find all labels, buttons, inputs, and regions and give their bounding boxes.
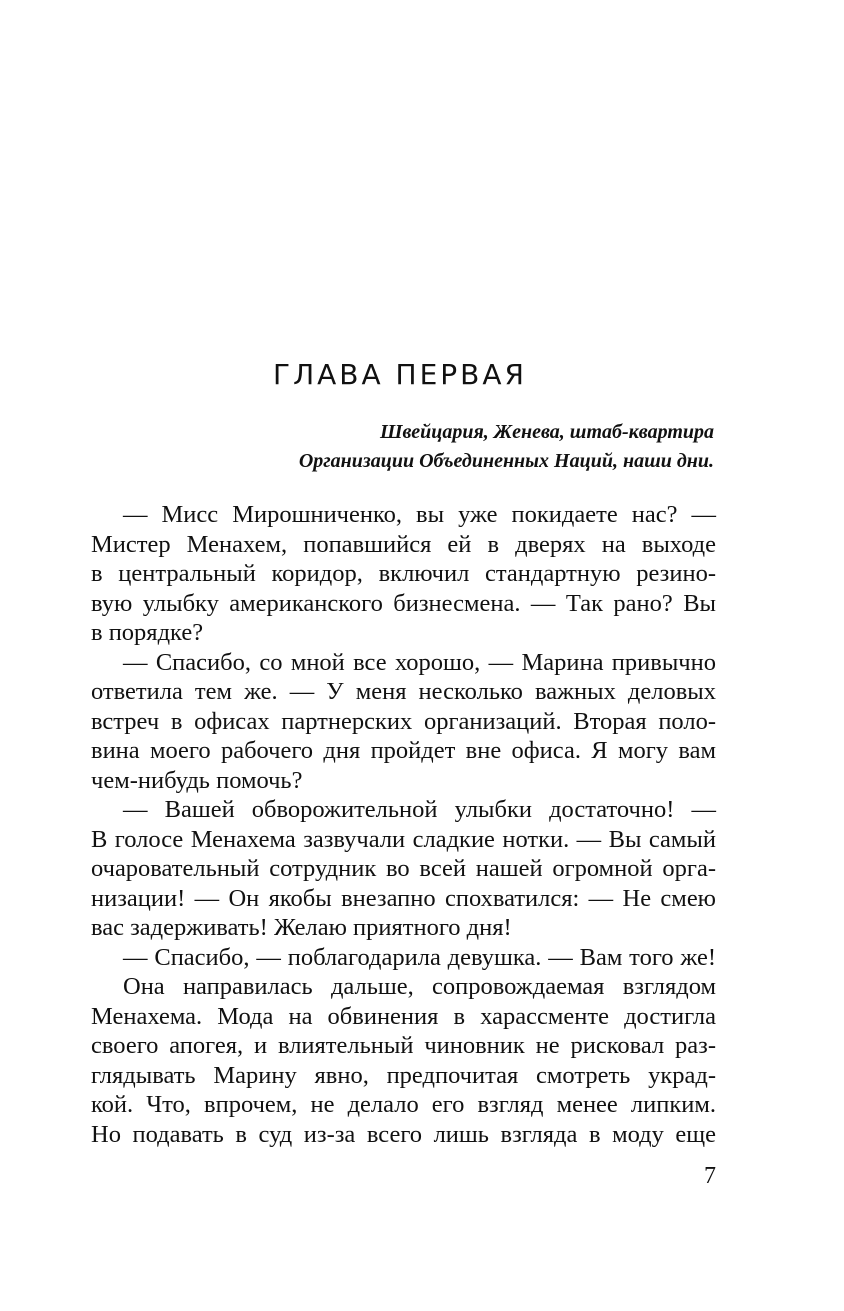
text-line: кой. Что, впрочем, не делало его взгляд менее липким. <box>91 1091 716 1118</box>
body-text <box>91 500 716 1149</box>
chapter-title-text: ГЛАВА ПЕРВАЯ <box>273 358 527 391</box>
text-line: Но подавать в суд из-за всего лишь взгляда в моду еще <box>91 1120 716 1148</box>
text-line: В голосе Менахема зазвучали сладкие нотки. — Вы самый <box>91 825 716 853</box>
text-line: в центральный коридор, включил стандартную резино- <box>91 560 716 587</box>
text-line: — Спасибо, — поблагодарила девушка. — Вам того же! <box>123 943 716 971</box>
page-number: 7 <box>704 1163 716 1189</box>
chapter-title <box>0 358 800 391</box>
text-line: низации! — Он якобы внезапно спохватился: — Не смею <box>91 884 716 912</box>
text-line: — Мисс Мирошниченко, вы уже покидаете нас? — <box>123 501 716 528</box>
epigraph-line: Организации Объединенных Наций, наши дни. <box>298 450 714 472</box>
text-line: Она направилась дальше, сопровождаемая взглядом <box>123 973 716 1000</box>
text-line: вина моего рабочего дня пройдет вне офиса. Я могу вам <box>91 737 716 764</box>
text-line: своего апогея, и влиятельный чиновник не рисковал раз- <box>91 1032 716 1059</box>
text-line: встреч в офисах партнерских организаций. Вторая поло- <box>91 707 716 735</box>
text-line: глядывать Марину явно, предпочитая смотреть украд- <box>91 1061 716 1089</box>
text-line: вую улыбку американского бизнесмена. — Так рано? Вы <box>91 589 716 617</box>
text-line: вас задерживать! Желаю приятного дня! <box>91 914 512 941</box>
text-line: чем-нибудь помочь? <box>91 766 303 794</box>
text-line: — Вашей обворожительной улыбки достаточно! — <box>123 796 716 823</box>
text-line: Менахема. Мода на обвинения в харассменте достигла <box>91 1002 716 1030</box>
text-line: Мистер Менахем, попавшийся ей в дверях на выходе <box>91 530 716 558</box>
text-line: очаровательный сотрудник во всей нашей огромной орга- <box>91 855 716 882</box>
text-line: ответила тем же. — У меня несколько важных деловых <box>91 678 716 705</box>
text-line: — Спасибо, со мной все хорошо, — Марина привычно <box>123 648 716 676</box>
text-line: в порядке? <box>91 619 204 646</box>
epigraph-line: Швейцария, Женева, штаб-квартира <box>380 421 714 443</box>
epigraph <box>154 418 714 476</box>
